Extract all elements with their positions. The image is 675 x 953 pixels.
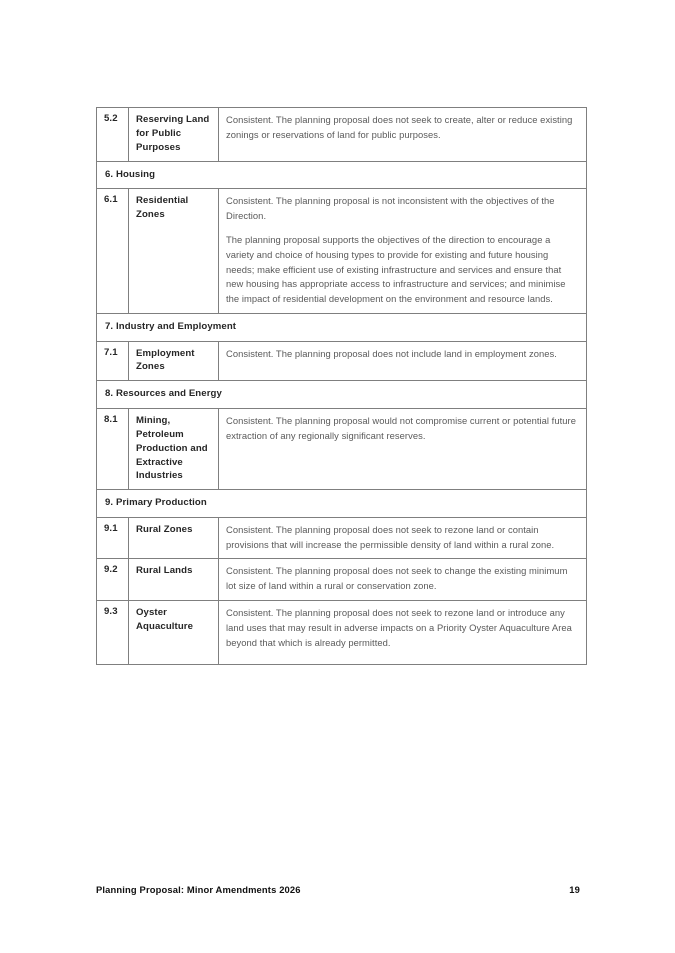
page-footer — [96, 884, 580, 895]
row-paragraph: Consistent. The planning proposal would not compromise current or potential future extraction of any regionally significant reserves. — [226, 414, 576, 441]
consistency-assessment-table — [96, 107, 587, 665]
footer-title: Planning Proposal: Minor Amendments 2026 — [96, 884, 301, 895]
section-header-row — [97, 381, 587, 408]
section-label: 6. Housing — [97, 161, 587, 188]
row-paragraph: Consistent. The planning proposal does not include land in employment zones. — [226, 347, 557, 359]
section-label: 9. Primary Production — [97, 490, 587, 517]
section-header-row — [97, 490, 587, 517]
table-row — [97, 189, 587, 314]
row-title: Rural Lands — [129, 559, 219, 601]
section-header-row — [97, 161, 587, 188]
row-body — [219, 517, 587, 559]
row-body — [219, 108, 587, 162]
row-body — [219, 189, 587, 314]
section-label: 7. Industry and Employment — [97, 314, 587, 341]
row-title: Reserving Land for Public Purposes — [129, 108, 219, 162]
row-title: Oyster Aquaculture — [129, 601, 219, 665]
table-row — [97, 601, 587, 665]
row-paragraph: Consistent. The planning proposal is not inconsistent with the objectives of the Direction. — [226, 195, 555, 221]
row-body — [219, 408, 587, 490]
table-row — [97, 341, 587, 381]
table-body — [97, 108, 587, 665]
row-number: 9.1 — [97, 517, 129, 559]
row-number: 8.1 — [97, 408, 129, 490]
table-row — [97, 517, 587, 559]
row-paragraph: The planning proposal supports the objectives of the direction to encourage a variety and choice of housing types to provide for existing and future housing needs; make efficient use of existing infrastructure and services and ensure that new housing has appropriate access to infrastructure and services; and minimise the impact of residential development on the environment and resource lands. — [226, 233, 566, 305]
row-paragraph: Consistent. The planning proposal does not seek to rezone land or introduce any land uses that may result in adverse impacts on a Priority Oyster Aquaculture Area beyond that which is already permitted. — [226, 607, 572, 648]
row-title: Residential Zones — [129, 189, 219, 314]
row-body — [219, 601, 587, 665]
row-number: 9.3 — [97, 601, 129, 665]
section-header-row — [97, 314, 587, 341]
row-number: 7.1 — [97, 341, 129, 381]
row-number: 5.2 — [97, 108, 129, 162]
row-title: Rural Zones — [129, 517, 219, 559]
row-title: Mining, Petroleum Production and Extractive Industries — [129, 408, 219, 490]
table-row — [97, 408, 587, 490]
row-number: 6.1 — [97, 189, 129, 314]
row-paragraph: Consistent. The planning proposal does not seek to create, alter or reduce existing zonings or reservations of land for public purposes. — [226, 114, 573, 140]
table-row — [97, 559, 587, 601]
row-paragraph: Consistent. The planning proposal does not seek to rezone land or contain provisions that will increase the permissible density of land within a rural zone. — [226, 523, 555, 550]
row-paragraph: Consistent. The planning proposal does not seek to change the existing minimum lot size of land within a rural or conservation zone. — [226, 565, 568, 592]
footer-page-number: 19 — [569, 884, 580, 895]
row-body — [219, 559, 587, 601]
section-label: 8. Resources and Energy — [97, 381, 587, 408]
row-body — [219, 341, 587, 381]
row-title: Employment Zones — [129, 341, 219, 381]
row-number: 9.2 — [97, 559, 129, 601]
table-row — [97, 108, 587, 162]
